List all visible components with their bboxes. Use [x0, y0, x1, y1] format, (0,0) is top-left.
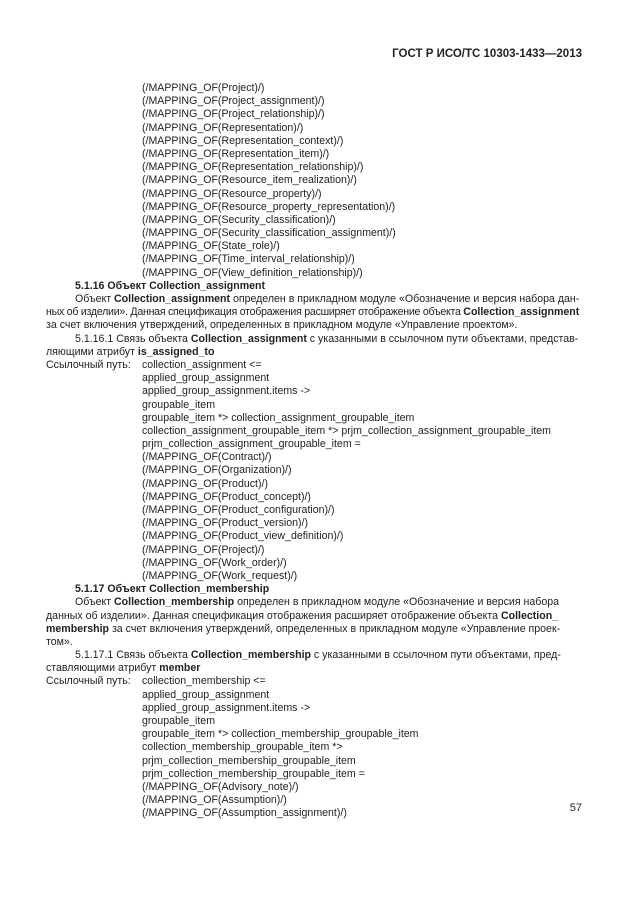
path-line: collection_membership_groupable_item *>	[142, 741, 343, 754]
text-span: с указанными в ссылочном пути объектами, пред-	[310, 649, 561, 662]
path-line: (/MAPPING_OF(Contract)/)	[142, 451, 272, 464]
entity-name: membership	[46, 622, 109, 635]
text-span: данных об изделии». Данная спецификация отображения расширяет отображение объекта	[46, 609, 501, 622]
path-line: collection_membership <=	[142, 675, 266, 688]
path-line: groupable_item	[142, 715, 216, 727]
text-span: определен в прикладном модуле «Обозначение и версия набора	[234, 596, 560, 609]
section-paragraph	[46, 333, 586, 359]
text-span: с указанными в ссылочном пути объектами, представ-	[306, 332, 579, 345]
path-line: (/MAPPING_OF(Product_concept)/)	[142, 490, 311, 503]
page-number: 57	[569, 802, 582, 814]
entity-name: Collection_assignment	[190, 332, 307, 345]
path-line: prjm_collection_membership_groupable_item =	[142, 767, 365, 780]
text-span: за счет включения утверждений, определенных в прикладном модуле «Управление проек-	[109, 622, 561, 635]
mapping-line: (/MAPPING_OF(Resource_item_realization)/)	[142, 174, 357, 187]
mapping-list-continued	[46, 82, 586, 280]
path-label: Ссылочный путь:	[46, 675, 131, 688]
mapping-line: (/MAPPING_OF(Time_interval_relationship)/)	[142, 253, 355, 266]
path-line: (/MAPPING_OF(Assumption)/)	[142, 794, 287, 807]
reference-path	[46, 359, 586, 583]
mapping-line: (/MAPPING_OF(Security_classification_assignment)/)	[142, 227, 396, 240]
text-span: определен в прикладном модуле «Обозначение и версия набора дан-	[230, 293, 580, 305]
path-line: (/MAPPING_OF(Work_request)/)	[142, 569, 298, 582]
section-paragraph	[46, 596, 586, 649]
path-line: (/MAPPING_OF(Product_configuration)/)	[142, 504, 335, 516]
mapping-line: (/MAPPING_OF(State_role)/)	[142, 240, 280, 253]
mapping-line: (/MAPPING_OF(Resource_property_representation)/)	[142, 200, 396, 213]
section-heading: 5.1.16 Объект Collection_assignment	[75, 279, 266, 292]
mapping-line: (/MAPPING_OF(Representation)/)	[142, 121, 304, 134]
entity-name: Collection_assignment	[114, 293, 230, 305]
mapping-line: (/MAPPING_OF(Representation_context)/)	[142, 134, 344, 147]
text-span: ных об изделии». Данная спецификация отображения расширяет отображение объекта	[46, 306, 464, 319]
text-span: 5.1.17.1 Связь объекта	[75, 649, 191, 662]
mapping-line: (/MAPPING_OF(View_definition_relationship)/)	[142, 266, 363, 279]
mapping-line: (/MAPPING_OF(Project)/)	[142, 82, 265, 94]
page-content	[46, 82, 586, 821]
text-span: ставляющими атрибут	[46, 662, 160, 675]
entity-name: Collection_assignment	[463, 306, 580, 319]
path-line: groupable_item	[142, 398, 216, 411]
text-span: ляющими атрибут	[46, 345, 138, 358]
attribute-name: member	[159, 662, 201, 675]
path-line: (/MAPPING_OF(Product_view_definition)/)	[142, 530, 344, 543]
path-line: (/MAPPING_OF(Work_order)/)	[142, 556, 287, 569]
section-paragraph	[46, 649, 586, 675]
entity-name: Collection_membership	[114, 596, 235, 609]
attribute-name: is_assigned_to	[137, 345, 215, 358]
mapping-line: (/MAPPING_OF(Resource_property)/)	[142, 187, 322, 200]
path-line: collection_assignment_groupable_item *> prjm_collection_assignment_groupable_item	[142, 424, 551, 437]
path-line: groupable_item *> collection_assignment_groupable_item	[142, 411, 415, 424]
mapping-line: (/MAPPING_OF(Representation_item)/)	[142, 147, 330, 160]
path-line: applied_group_assignment	[142, 688, 270, 701]
reference-path	[46, 675, 586, 820]
entity-name: Collection_	[500, 609, 559, 622]
path-line: groupable_item *> collection_membership_groupable_item	[142, 728, 419, 741]
path-line: (/MAPPING_OF(Assumption_assignment)/)	[142, 807, 347, 820]
mapping-line: (/MAPPING_OF(Project_assignment)/)	[142, 95, 325, 108]
document-header: ГОСТ Р ИСО/ТС 10303-1433—2013	[392, 48, 582, 60]
path-line: applied_group_assignment	[142, 372, 270, 385]
path-line: (/MAPPING_OF(Advisory_note)/)	[142, 780, 299, 793]
path-line: (/MAPPING_OF(Product)/)	[142, 477, 268, 490]
entity-name: Collection_membership	[190, 649, 311, 662]
path-line: (/MAPPING_OF(Product_version)/)	[142, 517, 309, 530]
section-paragraph	[46, 293, 586, 333]
mapping-line: (/MAPPING_OF(Representation_relationship)/)	[142, 161, 364, 174]
text-line: том».	[46, 635, 73, 648]
text-line: за счет включения утверждений, определенных в прикладном модуле «Управление проектом».	[46, 319, 518, 332]
path-label: Ссылочный путь:	[46, 358, 131, 371]
path-line: (/MAPPING_OF(Organization)/)	[142, 464, 292, 477]
path-line: prjm_collection_membership_groupable_item	[142, 754, 356, 767]
mapping-line: (/MAPPING_OF(Security_classification)/)	[142, 213, 336, 226]
path-line: applied_group_assignment.items ->	[142, 701, 311, 714]
text-span: Объект	[75, 596, 115, 609]
text-span: Объект	[75, 293, 115, 305]
path-line: collection_assignment <=	[142, 358, 262, 371]
mapping-line: (/MAPPING_OF(Project_relationship)/)	[142, 108, 325, 121]
path-line: (/MAPPING_OF(Project)/)	[142, 543, 265, 556]
path-line: applied_group_assignment.items ->	[142, 385, 311, 398]
path-line: prjm_collection_assignment_groupable_item =	[142, 438, 361, 451]
text-span: 5.1.16.1 Связь объекта	[75, 332, 191, 345]
section-heading: 5.1.17 Объект Collection_membership	[75, 583, 270, 596]
